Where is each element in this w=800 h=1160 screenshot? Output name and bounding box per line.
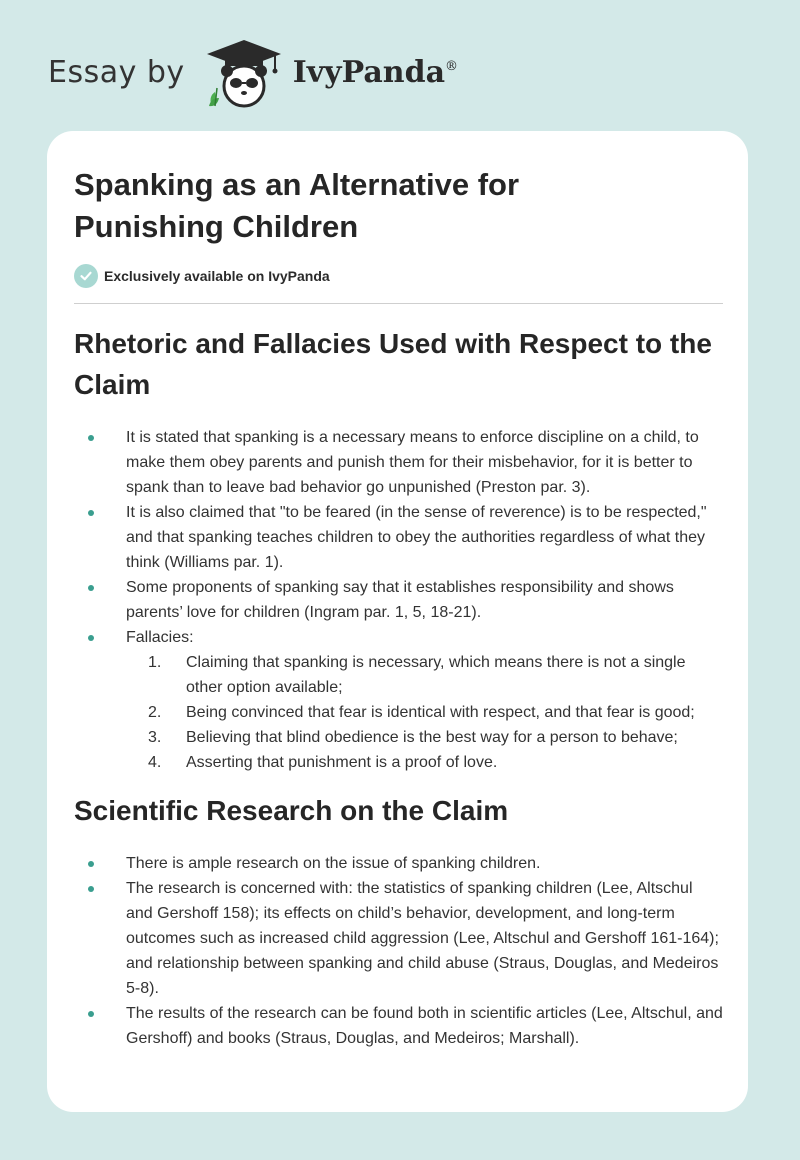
list-item: Some proponents of spanking say that it establishes responsibility and shows parents’ love for children (Ingram par. 1, 5, 18-21). bbox=[74, 575, 723, 625]
fallacies-label: Fallacies: bbox=[126, 629, 194, 646]
fallacy-number: 3. bbox=[148, 729, 162, 746]
fallacy-text: Claiming that spanking is necessary, which means there is not a single other option available; bbox=[186, 654, 686, 696]
check-icon bbox=[74, 264, 98, 288]
brand-name: IvyPanda® bbox=[292, 54, 459, 90]
list-item: It is also claimed that "to be feared (in the sense of reverence) is to be respected," and that spanking teaches children to obey the authorities regardless of what they think (Williams par. 1). bbox=[74, 500, 723, 575]
section-heading-research: Scientific Research on the Claim bbox=[74, 795, 509, 826]
list-item: There is ample research on the issue of spanking children. bbox=[74, 851, 723, 876]
essay-card bbox=[47, 131, 748, 1112]
fallacy-number: 4. bbox=[148, 754, 162, 771]
fallacy-text: Asserting that punishment is a proof of love. bbox=[186, 754, 498, 771]
fallacies-list bbox=[126, 650, 723, 775]
fallacy-number: 1. bbox=[148, 654, 162, 671]
fallacy-text: Believing that blind obedience is the best way for a person to behave; bbox=[186, 729, 678, 746]
essay-by-label: Essay by bbox=[48, 54, 185, 90]
list-item: It is stated that spanking is a necessary means to enforce discipline on a child, to make them obey parents and punish them for their misbehavior, for it is better to spank than to leave bad behavior go unpunished (Preston par. 3). bbox=[74, 425, 723, 500]
exclusive-badge-label: Exclusively available on IvyPanda bbox=[104, 268, 330, 284]
fallacy-item bbox=[126, 700, 723, 725]
list-item-fallacies bbox=[74, 625, 723, 775]
research-list bbox=[74, 851, 723, 1051]
registered-mark: ® bbox=[445, 58, 459, 74]
section-heading-rhetoric: Rhetoric and Fallacies Used with Respect to the Claim bbox=[74, 328, 712, 400]
fallacy-item bbox=[126, 725, 723, 750]
essay-title: Spanking as an Alternative for Punishing Children bbox=[74, 167, 520, 244]
fallacy-item bbox=[126, 650, 723, 700]
fallacy-text: Being convinced that fear is identical with respect, and that fear is good; bbox=[186, 704, 695, 721]
rhetoric-list bbox=[74, 425, 723, 775]
exclusive-badge bbox=[74, 264, 330, 288]
site-header bbox=[48, 36, 458, 108]
list-item: The research is concerned with: the statistics of spanking children (Lee, Altschul and Gershoff 158); its effects on child’s behavior, development, and long-term outcomes such as increased child aggression (Lee, Altschul and Gershoff 161-164); and relationship between spanking and child abuse (Straus, Douglas, and Medeiros 5-8). bbox=[74, 876, 723, 1001]
list-item: The results of the research can be found both in scientific articles (Lee, Altschul, and Gershoff) and books (Straus, Douglas, and Medeiros; Marshall). bbox=[74, 1001, 723, 1051]
fallacy-item bbox=[126, 750, 723, 775]
ivypanda-logo[interactable] bbox=[201, 36, 458, 108]
panda-graduate-icon bbox=[201, 36, 287, 108]
title-divider bbox=[74, 303, 723, 304]
fallacy-number: 2. bbox=[148, 704, 162, 721]
